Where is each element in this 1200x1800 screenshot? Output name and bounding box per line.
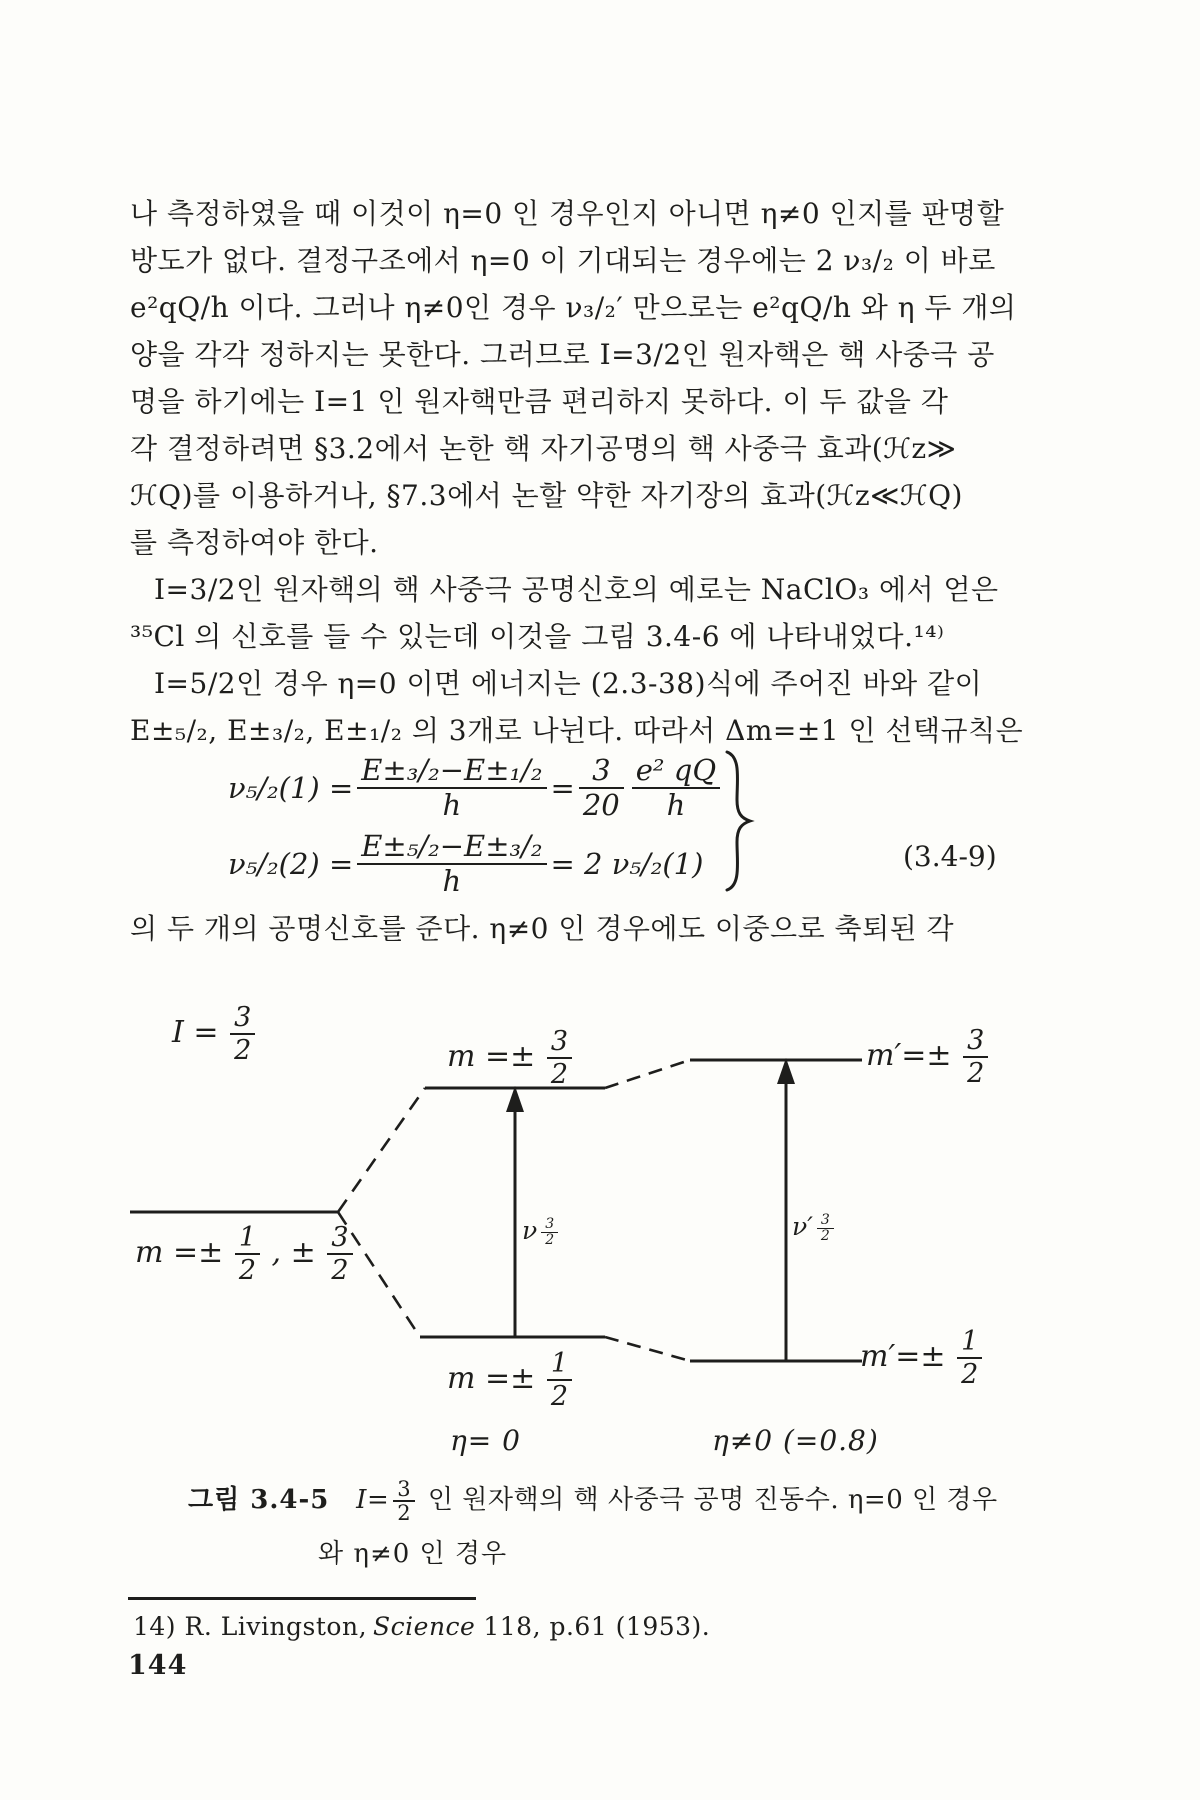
footnote-rest: 118, p.61 (1953).: [483, 1612, 711, 1641]
body-text-line: E±₅/₂, E±₃/₂, E±₁/₂ 의 3개로 나뉜다. 따라서 Δm=±1 인 선택규칙은: [130, 714, 1024, 747]
fraction: [327, 1222, 352, 1286]
level-label-text: m =±: [135, 1235, 224, 1271]
fraction-denominator: 2: [547, 1057, 572, 1090]
fraction: [547, 1026, 572, 1090]
footnote-rule: [128, 1597, 476, 1600]
fraction: [357, 830, 546, 899]
body-text-line: 를 측정하여야 한다.: [130, 526, 379, 559]
eta-nonzero-case-label: η≠0 (=0.8): [712, 1424, 879, 1457]
upper-connector-dash: [605, 1060, 690, 1088]
body-text-line: ℋQ)를 이용하거나, §7.3에서 논할 약한 자기장의 효과(ℋz≪ℋQ): [130, 479, 963, 512]
fraction-denominator: 2: [541, 1232, 558, 1248]
fraction-numerator: 3: [545, 1215, 555, 1232]
fraction-numerator: E±₃/₂−E±₁/₂: [361, 752, 543, 787]
spin-label: [172, 1002, 257, 1066]
fraction: [235, 1222, 260, 1286]
figure-caption-number: 그림 3.4-5: [188, 1485, 330, 1516]
fraction-denominator: h: [357, 863, 546, 898]
caption-math-text: I=: [356, 1485, 390, 1516]
caption-text: 인 원자핵의 핵 사중극 공명 진동수. η=0 인 경우: [427, 1485, 998, 1516]
body-text-line: 양을 각각 정하지는 못한다. 그러므로 I=3/2인 원자핵은 핵 사중극 공: [130, 338, 995, 371]
body-text-line: e²qQ/h 이다. 그러나 η≠0인 경우 ν₃/₂′ 만으로는 e²qQ/h 와 η 두 개의: [130, 291, 1017, 324]
fraction-numerator: E±₅/₂−E±₃/₂: [361, 828, 543, 863]
fraction-denominator: 20: [579, 787, 624, 822]
fraction: [632, 754, 720, 823]
equation-rhs: = 2 ν₅/₂(1): [550, 847, 704, 881]
body-text-line: 각 결정하려면 §3.2에서 논한 핵 자기공명의 핵 사중극 효과(ℋz≫: [130, 432, 957, 465]
transition-frequency-label-eta0: [522, 1216, 562, 1248]
lower-connector-dash: [605, 1337, 690, 1361]
equation-brace: [722, 750, 756, 896]
body-text-line: I=5/2인 경우 η=0 이면 에너지는 (2.3-38)식에 주어진 바와 같이: [154, 667, 983, 700]
transition-frequency-label-eta-nonzero: [792, 1212, 838, 1244]
fraction: [963, 1025, 988, 1089]
level-label-text: m′=±: [860, 1339, 946, 1375]
fraction-numerator: 3: [592, 752, 611, 787]
level-label-text: m′=±: [866, 1038, 952, 1074]
fraction-numerator: 3: [967, 1025, 985, 1056]
fraction: [547, 1348, 572, 1412]
nu-prime-symbol: ν′: [792, 1212, 813, 1241]
fraction: [230, 1002, 255, 1066]
footnote-journal: Science: [373, 1612, 476, 1641]
footnote-marker: 14) R. Livingston,: [133, 1612, 368, 1641]
level-label-text: m =±: [447, 1361, 536, 1397]
body-text-line: 방도가 없다. 결정구조에서 η=0 이 기대되는 경우에는 2 ν₃/₂ 이 바로: [130, 244, 996, 277]
arrowhead-eta-nonzero: [777, 1058, 795, 1084]
eta0-upper-level-label: [447, 1026, 574, 1090]
body-text-line: I=3/2인 원자핵의 핵 사중극 공명신호의 예로는 NaClO₃ 에서 얻은: [154, 573, 999, 606]
fraction-denominator: 2: [235, 1253, 260, 1286]
equation-row-2: [228, 826, 724, 902]
fraction: [957, 1326, 982, 1390]
fraction-denominator: 2: [230, 1033, 255, 1066]
equals-sign: =: [550, 771, 575, 805]
fraction-denominator: 2: [327, 1253, 352, 1286]
fraction: [817, 1213, 834, 1245]
body-text-line: 나 측정하였을 때 이것이 η=0 인 경우인지 아니면 η≠0 인지를 판명할: [130, 197, 1005, 230]
fraction-numerator: 3: [397, 1477, 412, 1501]
level-label-text: m =±: [447, 1039, 536, 1075]
fraction-denominator: 2: [547, 1379, 572, 1412]
equation-3-4-9: [228, 750, 724, 902]
eta0-lower-level-label: [447, 1348, 574, 1412]
body-text-line: ³⁵Cl 의 신호를 들 수 있는데 이것을 그림 3.4-6 에 나타내었다.¹⁴⁾: [130, 620, 945, 653]
fraction-numerator: 1: [550, 1348, 568, 1379]
fraction-numerator: 3: [234, 1002, 252, 1033]
fraction-denominator: 2: [393, 1500, 415, 1524]
equation-number: (3.4-9): [903, 840, 997, 873]
eta-nonzero-lower-level-label: [860, 1326, 984, 1390]
equation-row-1: [228, 750, 724, 826]
body-text-line: 명을 하기에는 I=1 인 원자핵만큼 편리하지 못하다. 이 두 값을 각: [130, 385, 949, 418]
footnote: [133, 1612, 710, 1641]
fraction: [357, 754, 546, 823]
figure-caption-line2: 와 η≠0 인 경우: [318, 1539, 508, 1569]
spin-label-text: I =: [172, 1015, 219, 1051]
fraction: [541, 1217, 558, 1249]
fraction-numerator: 1: [238, 1222, 256, 1253]
page-number: 144: [128, 1650, 188, 1681]
body-text-line: 의 두 개의 공명신호를 준다. η≠0 인 경우에도 이중으로 축퇴된 각: [130, 912, 955, 945]
fraction-denominator: 2: [957, 1357, 982, 1390]
fraction-numerator: 1: [961, 1326, 979, 1357]
equation-lhs: ν₅/₂(1) =: [228, 771, 354, 805]
equation-lhs: ν₅/₂(2) =: [228, 847, 354, 881]
unsplit-level-label: [135, 1222, 355, 1286]
fraction-numerator: e² qQ: [635, 752, 717, 787]
fraction: [393, 1478, 415, 1524]
fraction-denominator: 2: [963, 1056, 988, 1089]
eta-nonzero-upper-level-label: [866, 1025, 990, 1089]
level-label-text: , ±: [271, 1235, 316, 1271]
body-paragraphs: [130, 190, 1040, 754]
eta-zero-case-label: η= 0: [450, 1424, 521, 1457]
fraction-numerator: 3: [550, 1026, 568, 1057]
right-brace-glyph: [722, 750, 756, 892]
fraction-numerator: 3: [820, 1211, 830, 1228]
fraction-numerator: 3: [331, 1222, 349, 1253]
fraction-denominator: 2: [817, 1228, 834, 1244]
split-dash-up: [338, 1088, 425, 1212]
figure-caption: [188, 1478, 998, 1524]
nu-symbol: ν: [522, 1216, 538, 1245]
fraction-denominator: h: [632, 787, 720, 822]
fraction: [579, 754, 624, 823]
fraction-denominator: h: [357, 787, 546, 822]
